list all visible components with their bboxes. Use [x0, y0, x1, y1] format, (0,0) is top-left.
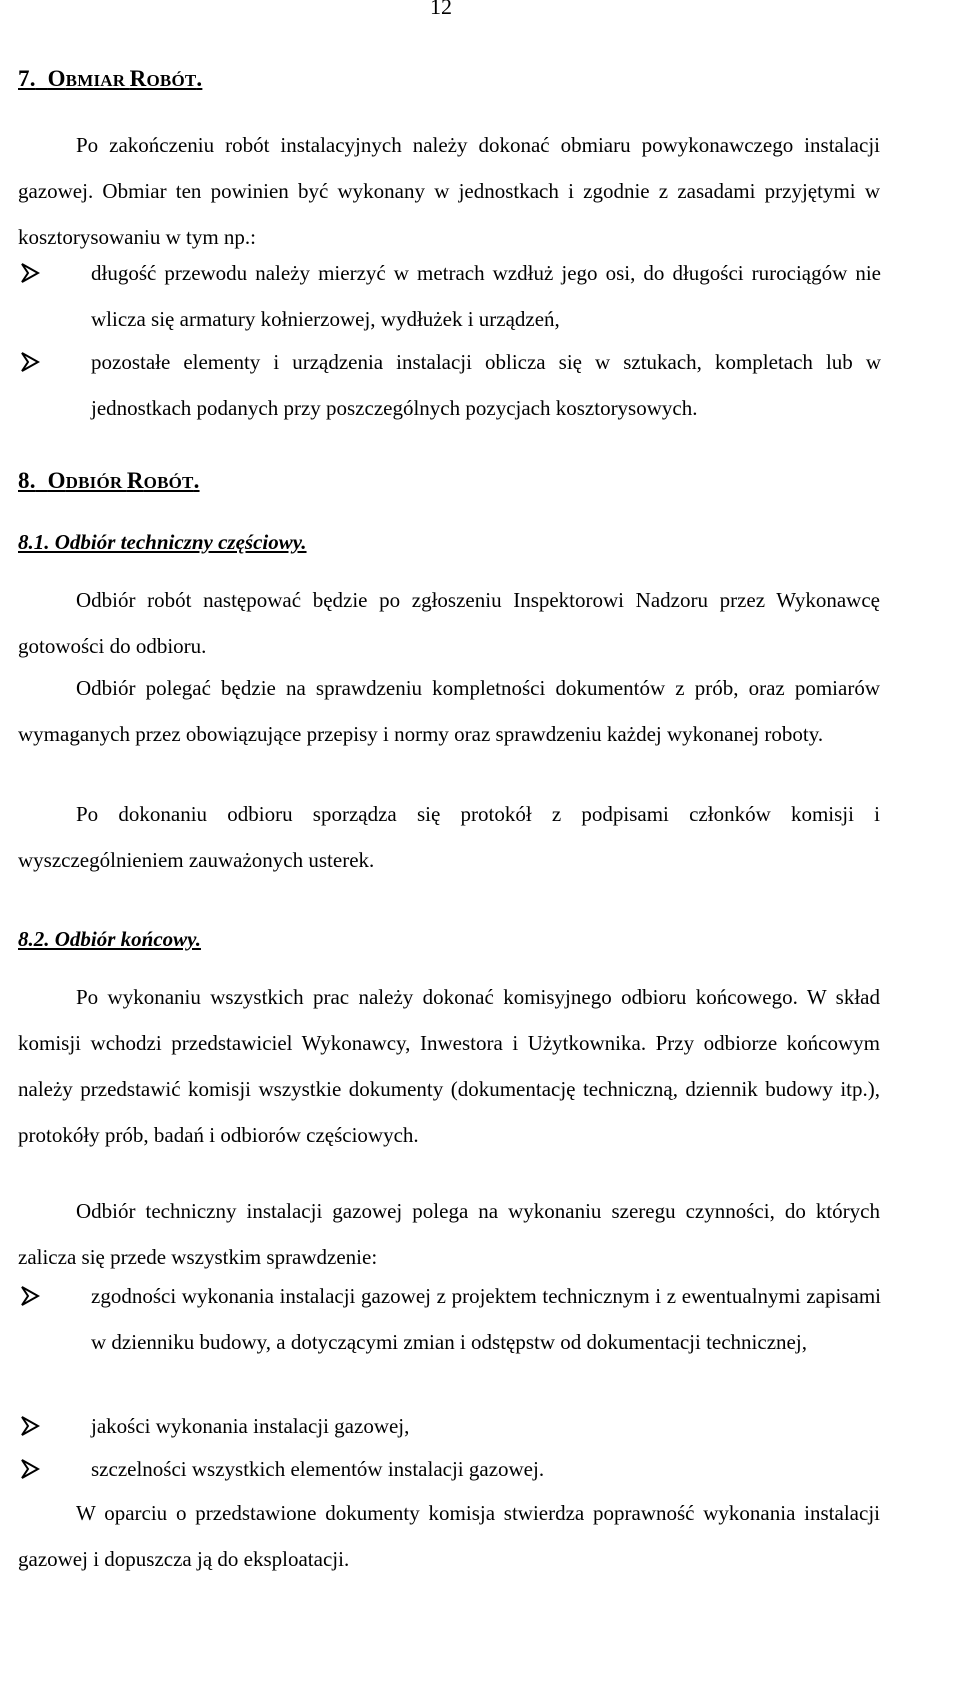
arrowhead-bullet-icon	[20, 262, 40, 284]
section-number: 7.	[18, 66, 36, 91]
paragraph: Po dokonaniu odbioru sporządza się protokół z podpisami członków komisji i wyszczególnieniem zauważonych usterek.	[18, 802, 880, 872]
paragraph: Po wykonaniu wszystkich prac należy dokonać komisyjnego odbioru końcowego. W skład komisji wchodzi przedstawiciel Wykonawcy, Inwestora i Użytkownika. Przy odbiorze końcowym należy przedstawić komisji wszystkie dokumenty (dokumentację techniczną, dziennik budowy itp.), protokóły prób, badań i odbiorów częściowych.	[18, 985, 880, 1147]
heading-smallcaps: DBIÓR	[65, 473, 127, 492]
paragraph: Odbiór robót następować będzie po zgłoszeniu Inspektorowi Nadzoru przez Wykonawcę gotowości do odbioru.	[18, 588, 880, 658]
arrowhead-bullet-icon	[20, 351, 40, 373]
page-number: 12	[430, 0, 452, 19]
heading-smallcaps: OBÓT	[146, 71, 197, 90]
heading-dot: .	[196, 66, 203, 91]
heading-cap: R	[129, 66, 147, 91]
arrowhead-bullet-icon	[20, 1285, 40, 1307]
paragraph: Odbiór techniczny instalacji gazowej polega na wykonaniu szeregu czynności, do których zalicza się przede wszystkim sprawdzenie:	[18, 1199, 880, 1269]
subsection-8-2-heading: 8.2. Odbiór końcowy.	[18, 927, 201, 951]
bullet-text: jakości wykonania instalacji gazowej,	[91, 1414, 410, 1438]
bullet-text: zgodności wykonania instalacji gazowej z projektem technicznym i z ewentualnymi zapisami w dzienniku budowy, a dotyczącymi zmian i odstępstw od dokumentacji technicznej,	[91, 1284, 881, 1354]
section-number: 8.	[18, 468, 36, 493]
arrowhead-bullet-icon	[20, 1458, 40, 1480]
paragraph: W oparciu o przedstawione dokumenty komisja stwierdza poprawność wykonania instalacji gazowej i dopuszcza ją do eksploatacji.	[18, 1501, 880, 1571]
bullet-text: długość przewodu należy mierzyć w metrach wzdłuż jego osi, do długości rurociągów nie wlicza się armatury kołnierzowej, wydłużek i urządzeń,	[91, 261, 881, 331]
bullet-text: pozostałe elementy i urządzenia instalacji oblicza się w sztukach, kompletach lub w jednostkach podanych przy poszczególnych pozycjach kosztorysowych.	[91, 350, 881, 420]
subsection-8-1-heading: 8.1. Odbiór techniczny częściowy.	[18, 530, 307, 554]
paragraph: Odbiór polegać będzie na sprawdzeniu kompletności dokumentów z prób, oraz pomiarów wymaganych przez obowiązujące przepisy i normy oraz sprawdzeniu każdej wykonanej roboty.	[18, 676, 880, 746]
heading-cap: O	[47, 66, 66, 91]
heading-dot: .	[193, 468, 200, 493]
heading-cap: O	[47, 468, 66, 493]
section-7-intro: Po zakończeniu robót instalacyjnych należy dokonać obmiaru powykonawczego instalacji gazowej. Obmiar ten powinien być wykonany w jednostkach i zgodnie z zasadami przyjętymi w kosztorysowaniu w tym np.:	[18, 133, 880, 249]
heading-smallcaps: OBÓT	[143, 473, 194, 492]
section-8-heading	[18, 468, 200, 494]
bullet-text: szczelności wszystkich elementów instalacji gazowej.	[91, 1457, 545, 1481]
section-7-heading	[18, 66, 202, 92]
heading-cap: R	[126, 468, 144, 493]
arrowhead-bullet-icon	[20, 1415, 40, 1437]
heading-smallcaps: BMIAR	[65, 71, 130, 90]
